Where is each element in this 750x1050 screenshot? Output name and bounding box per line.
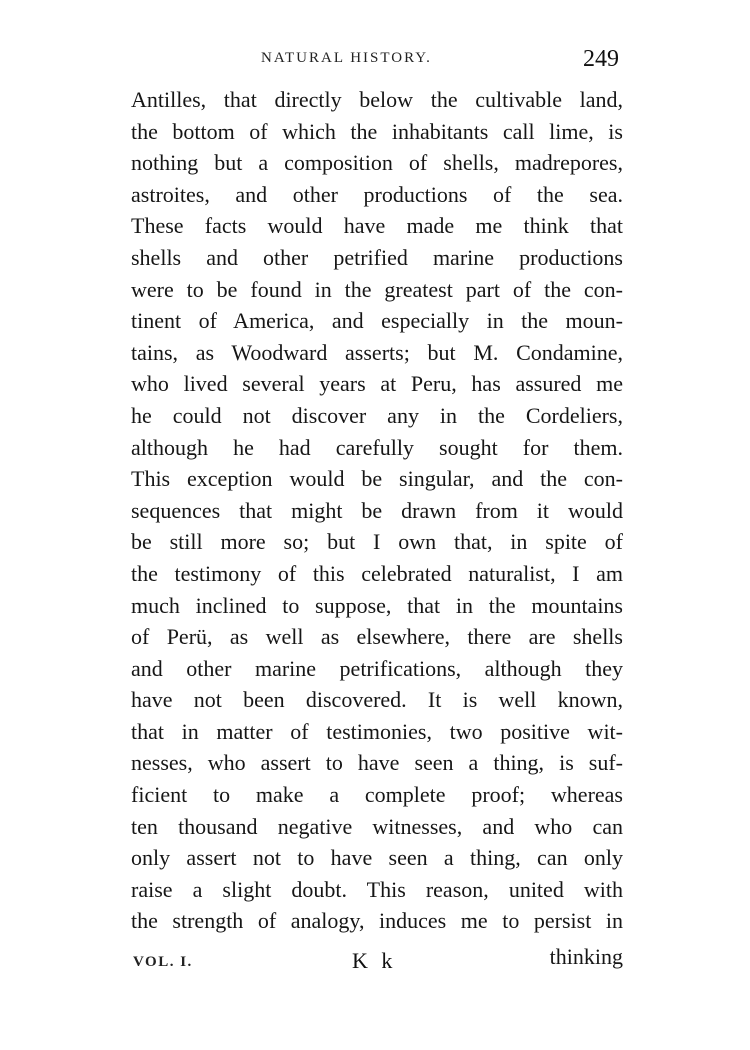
text-line: much inclined to suppose, that in the mountains <box>131 592 623 618</box>
text-line: only assert not to have seen a thing, can only <box>131 845 623 871</box>
text-line: sequences that might be drawn from it would <box>131 497 623 523</box>
text-line: raise a slight doubt. This reason, united with <box>131 876 623 902</box>
text-line: were to be found in the greatest part of the con- <box>131 276 623 302</box>
page-footer <box>131 944 623 978</box>
text-line: have not been discovered. It is well known, <box>131 687 623 713</box>
text-line: the strength of analogy, induces me to persist in <box>131 908 623 934</box>
text-line: the testimony of this celebrated naturalist, I am <box>131 560 623 586</box>
text-line: that in matter of testimonies, two positive wit- <box>131 718 623 744</box>
text-line: he could not discover any in the Cordeliers, <box>131 402 623 428</box>
text-line: ten thousand negative witnesses, and who can <box>131 813 623 839</box>
text-line: Antilles, that directly below the cultivable land, <box>131 87 623 112</box>
text-line: the bottom of which the inhabitants call lime, is <box>131 118 623 144</box>
text-line: although he had carefully sought for them. <box>131 434 623 460</box>
text-line: astroites, and other productions of the sea. <box>131 181 623 207</box>
catchword: thinking <box>549 944 623 969</box>
running-head <box>131 48 623 78</box>
text-line: who lived several years at Peru, has assured me <box>131 371 623 397</box>
page-number: 249 <box>583 46 619 72</box>
text-line: of Perü, as well as elsewhere, there are shells <box>131 624 623 650</box>
text-line: nothing but a composition of shells, madrepores, <box>131 150 623 176</box>
text-line: This exception would be singular, and the con- <box>131 466 623 492</box>
running-title: NATURAL HISTORY. <box>261 50 432 66</box>
body-text <box>131 84 623 937</box>
text-line: nesses, who assert to have seen a thing, is suf- <box>131 750 623 776</box>
text-line: shells and other petrified marine productions <box>131 244 623 270</box>
text-line: be still more so; but I own that, in spite of <box>131 529 623 555</box>
text-line: tains, as Woodward asserts; but M. Condamine, <box>131 339 623 365</box>
text-line: These facts would have made me think that <box>131 213 623 239</box>
signature-mark: K k <box>352 948 397 973</box>
text-line: ficient to make a complete proof; whereas <box>131 782 623 808</box>
volume-mark: VOL. I. <box>133 954 193 970</box>
text-line: and other marine petrifications, although they <box>131 655 623 681</box>
text-line: tinent of America, and especially in the moun- <box>131 308 623 334</box>
